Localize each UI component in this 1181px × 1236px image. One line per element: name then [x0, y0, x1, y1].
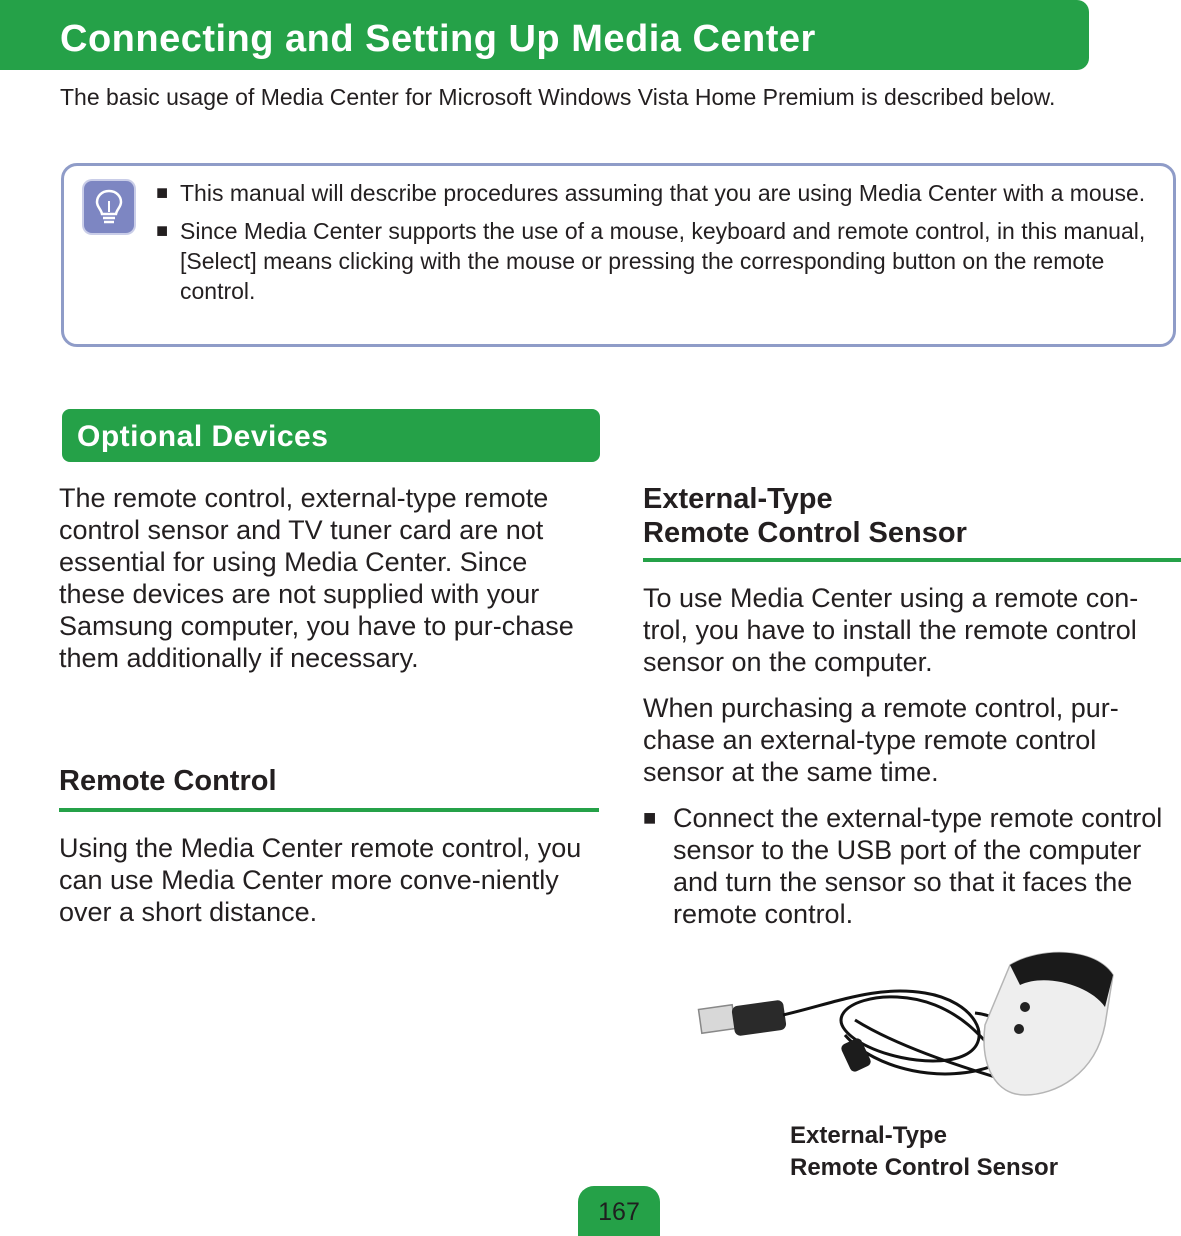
- note-item-text: Since Media Center supports the use of a mouse, keyboard and remote control, in this manual, [Select] means clicking with the mouse or pressing the corresponding button on the remote control.: [180, 218, 1146, 304]
- external-sensor-bullet-text: Connect the external-type remote control sensor to the USB port of the computer and turn the sensor so that it faces the remote control.: [673, 803, 1163, 929]
- left-column: [59, 482, 599, 928]
- remote-control-text: Using the Media Center remote control, you can use Media Center more conve-niently over a short distance.: [59, 833, 582, 927]
- note-list: [156, 178, 1168, 314]
- title-bar: [0, 0, 1089, 70]
- note-item: [156, 178, 1168, 208]
- remote-control-heading: Remote Control: [59, 765, 277, 797]
- note-item: [156, 216, 1168, 306]
- page-number: 167: [598, 1198, 640, 1226]
- lightbulb-icon: [84, 181, 134, 233]
- intro-text: The basic usage of Media Center for Microsoft Windows Vista Home Premium is described below.: [60, 84, 1056, 110]
- external-sensor-bullet: [643, 802, 1181, 930]
- section-title: Optional Devices: [77, 420, 329, 453]
- external-sensor-para2: When purchasing a remote control, pur-chase an external-type remote control sensor at the same time.: [643, 693, 1119, 787]
- optional-devices-text: The remote control, external-type remote control sensor and TV tuner card are not essential for using Media Center. Since these devices are not supplied with your Samsung computer, you have to pur-chase them additionally if necessary.: [59, 483, 574, 673]
- note-box: [61, 163, 1176, 347]
- section-header-optional-devices: [62, 409, 600, 462]
- right-column: [643, 482, 1181, 930]
- page-title: Connecting and Setting Up Media Center: [60, 18, 816, 60]
- bullet-mark: ■: [643, 805, 657, 830]
- figure-caption-line2: Remote Control Sensor: [790, 1154, 1059, 1181]
- bullet-mark: ■: [156, 182, 169, 204]
- external-sensor-heading-line1: External-Type: [643, 483, 833, 515]
- bullet-mark: ■: [156, 220, 169, 242]
- external-sensor-heading-line2: Remote Control Sensor: [643, 517, 967, 549]
- page-number-tab: [578, 1186, 660, 1236]
- external-sensor-para1: To use Media Center using a remote con-trol, you have to install the remote control sensor on the computer.: [643, 583, 1139, 677]
- note-item-text: This manual will describe procedures assuming that you are using Media Center with a mouse.: [180, 180, 1146, 206]
- figure-caption-line1: External-Type: [790, 1122, 947, 1149]
- figure-caption: [790, 1120, 1058, 1184]
- sensor-illustration: [695, 945, 1120, 1105]
